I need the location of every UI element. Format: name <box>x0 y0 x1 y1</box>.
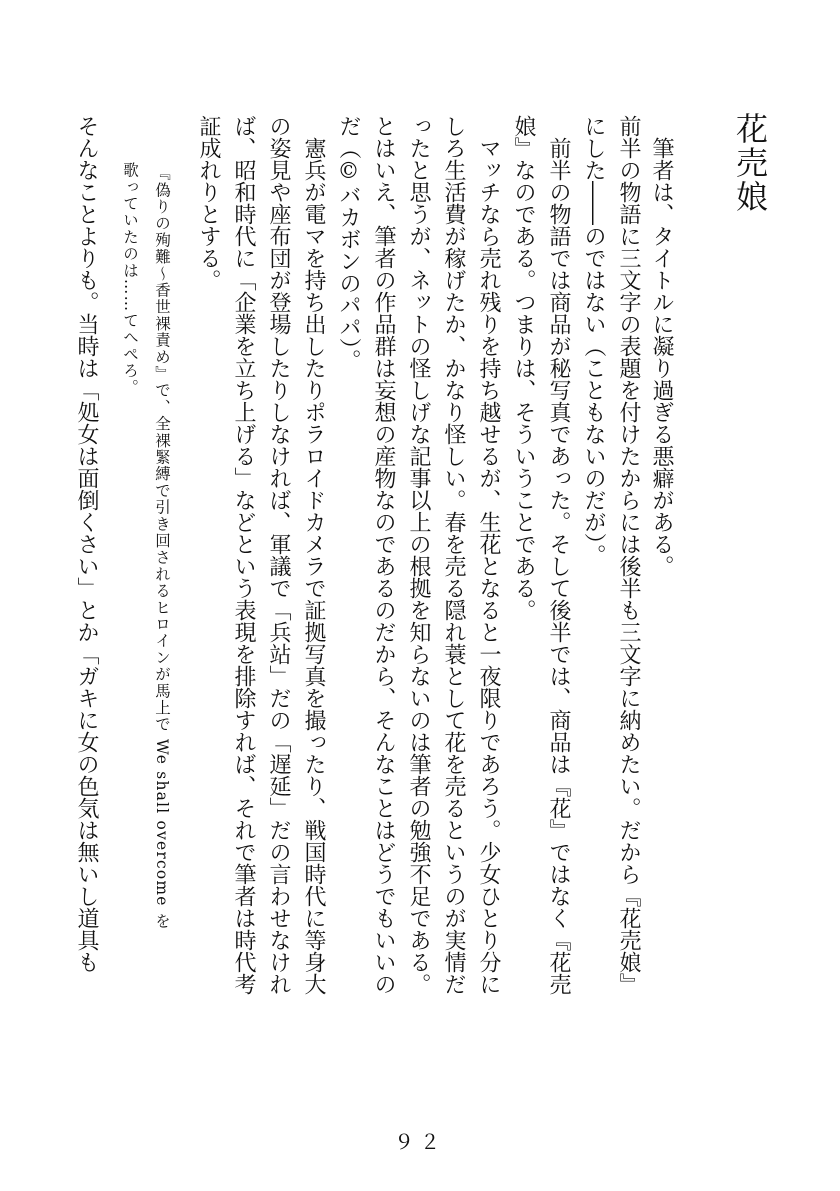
footnote-line: 『偽りの殉難～香世裸責め』で、全裸緊縛で引き回されるヒロインが馬上で We shall overcome を <box>153 165 171 930</box>
text-line: マッチなら売れ残りを持ち越せるが、生花となると一夜限りであろう。少女ひとり分に <box>476 137 501 995</box>
chapter-title: 花売娘 <box>731 112 769 214</box>
text-line: そんなことよりも。当時は「処女は面倒くさい」とか「ガキに女の色気は無いし道具も <box>74 115 99 973</box>
text-line: ば、昭和時代に「企業を立ち上げる」などという表現を排除すれば、それで筆者は時代考 <box>231 115 256 995</box>
text-line: 前半の物語に三文字の表題を付けたからには後半も三文字に納めたい。だから『花売娘』 <box>616 115 641 995</box>
text-line: しろ生活費が稼げたか、かなり怪しい。春を売る隠れ蓑として花を売るというのが実情だ <box>441 115 466 995</box>
text-line: だ（©バカボンのパパ）。 <box>336 115 361 371</box>
text-line: 筆者は、タイトルに凝り過ぎる悪癖がある。 <box>649 137 674 577</box>
text-line: の姿見や座布団が登場したりしなければ、軍議で「兵站」だの「遅延」だの言わせなけれ <box>266 115 291 995</box>
text-line: 娘』なのである。つまりは、そういうことである。 <box>511 115 536 621</box>
text-line: ったと思うが、ネットの怪しげな記事以上の根拠を知らないのは筆者の勉強不足である。 <box>406 115 431 995</box>
text-line: 証成れりとする。 <box>196 115 221 291</box>
text-line: 憲兵が電マを持ち出したりポラロイドカメラで証拠写真を撮ったり、戦国時代に等身大 <box>301 137 326 995</box>
text-line: 前半の物語では商品が秘写真であった。そして後半では、商品は『花』ではなく『花売 <box>546 137 571 995</box>
footnote-line: 歌っていたのは……てへぺろ。 <box>121 162 139 396</box>
page-number: ９２ <box>394 1130 446 1154</box>
text-line: にした――のではない（こともないのだが）。 <box>581 115 606 566</box>
text-line: とはいえ、筆者の作品群は妄想の産物なのであるのだから、そんなことはどうでもいいの <box>371 115 396 995</box>
